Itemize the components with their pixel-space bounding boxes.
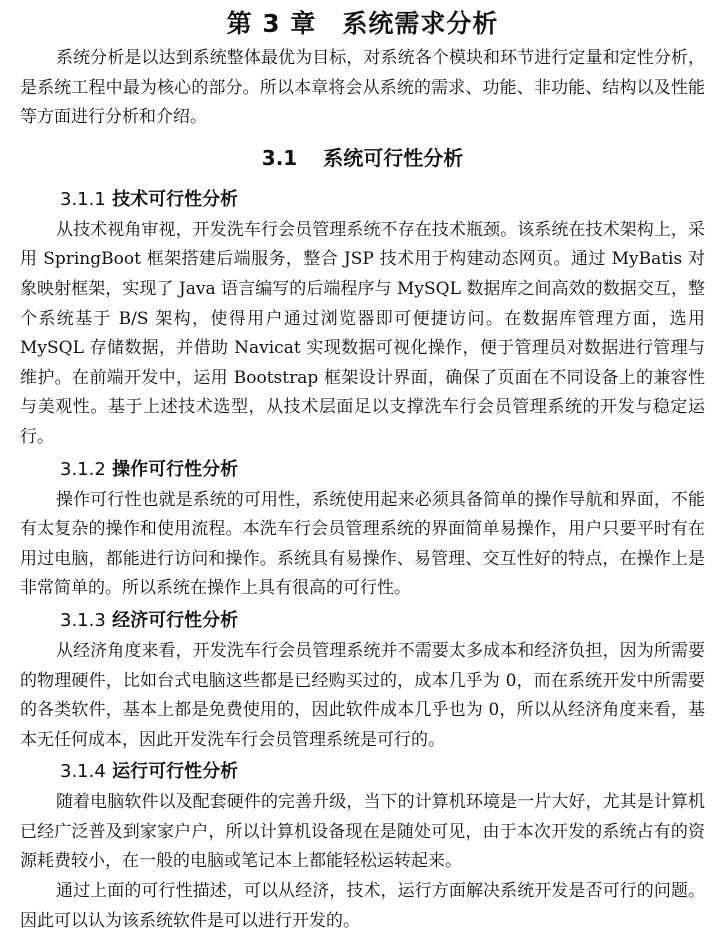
intro-paragraph: 系统分析是以达到系统整体最优为目标，对系统各个模块和环节进行定量和定性分析，是系统工程中最为核心的部分。所以本章将会从系统的需求、功能、非功能、结构以及性能等方面进行分析和介绍。 (20, 48, 705, 128)
subsection-title-technical (20, 183, 705, 216)
paragraph-runtime: 随着电脑软件以及配套硬件的完善升级，当下的计算机环境是一片大好，尤其是计算机已经广泛普及到家家户户，所以计算机设备现在是随处可见，由于本次开发的系统占有的资源耗费较小，在一般的电脑或笔记本上都能轻松运转起来。 (20, 792, 705, 872)
subsection-name: 经济可行性分析 (112, 609, 239, 631)
section-title (20, 133, 705, 183)
chapter-name: 系统需求分析 (342, 9, 499, 38)
subsection-name: 运行可行性分析 (112, 761, 239, 783)
chapter-number: 第 3 章 (226, 9, 317, 38)
subsection-title-economic (20, 604, 705, 637)
subsection-number: 3.1.1 (60, 188, 106, 210)
subsection-title-operational (20, 453, 705, 486)
subsection-number: 3.1.4 (60, 761, 106, 783)
chapter-title (20, 4, 705, 44)
paragraph-technical: 从技术视角审视，开发洗车行会员管理系统不存在技术瓶颈。该系统在技术架构上，采用 SpringBoot 框架搭建后端服务，整合 JSP 技术用于构建动态网页。通过 MyBatis 对象映射框架，实现了 Java 语言编写的后端程序与 MySQL 数据库之间高效的数据交互，整个系统基于 B/S 架构，使得用户通过浏览器即可便捷访问。在数据库管理方面，选用 MySQL 存储数据，并借助 Navicat 实现数据可视化操作，便于管理员对数据进行管理与维护。在前端开发中，运用 Bootstrap 框架设计界面，确保了页面在不同设备上的兼容性与美观性。基于上述技术选型，从技术层面足以支撑洗车行会员管理系统的开发与稳定运行。 (20, 219, 705, 447)
subsection-number: 3.1.2 (60, 458, 106, 480)
subsection-title-runtime (20, 755, 705, 788)
subsection-number: 3.1.3 (60, 609, 106, 631)
subsection-name: 操作可行性分析 (112, 458, 239, 480)
paragraph-economic: 从经济角度来看，开发洗车行会员管理系统并不需要太多成本和经济负担，因为所需要的物理硬件，比如台式电脑这些都是已经购买过的，成本几乎为 0，而在系统开发中所需要的各类软件，基本上都是免费使用的，因此软件成本几乎也为 0，所以从经济角度来看，基本无任何成本，因此开发洗车行会员管理系统是可行的。 (20, 640, 705, 750)
paragraph-operational: 操作可行性也就是系统的可用性，系统使用起来必须具备简单的操作导航和界面，不能有太复杂的操作和使用流程。本洗车行会员管理系统的界面简单易操作，用户只要平时有在用过电脑，都能进行访问和操作。系统具有易操作、易管理、交互性好的特点，在操作上是非常简单的。所以系统在操作上具有很高的可行性。 (20, 489, 705, 599)
paragraph-conclusion: 通过上面的可行性描述，可以从经济，技术，运行方面解决系统开发是否可行的问题。因此可以认为该系统软件是可以进行开发的。 (20, 881, 705, 931)
section-number: 3.1 (261, 145, 298, 170)
section-name: 系统可行性分析 (323, 145, 464, 170)
subsection-name: 技术可行性分析 (112, 188, 239, 210)
